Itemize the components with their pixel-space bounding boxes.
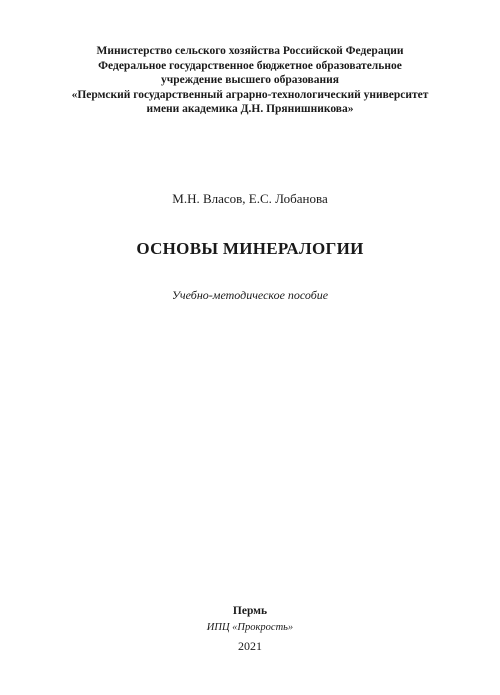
authors: М.Н. Власов, Е.С. Лобанова <box>172 191 328 206</box>
book-title: ОСНОВЫ МИНЕРАЛОГИИ <box>136 239 364 258</box>
publication-year: 2021 <box>238 639 262 653</box>
university-name-line: «Пермский государственный аграрно-технологический университет <box>71 88 429 101</box>
book-subtitle: Учебно-методическое пособие <box>171 288 329 302</box>
imprint <box>0 604 500 653</box>
university-name-line-2: имени академика Д.Н. Прянишникова» <box>146 103 354 115</box>
publisher: ИПЦ «Прокрость» <box>206 622 294 633</box>
institution-type-line: Федеральное государственное бюджетное образовательное <box>98 59 402 72</box>
institution-header <box>0 44 500 117</box>
institution-type-line-2: учреждение высшего образования <box>161 74 339 86</box>
publication-city: Пермь <box>232 605 268 617</box>
ministry-line: Министерство сельского хозяйства Российской Федерации <box>96 45 404 57</box>
